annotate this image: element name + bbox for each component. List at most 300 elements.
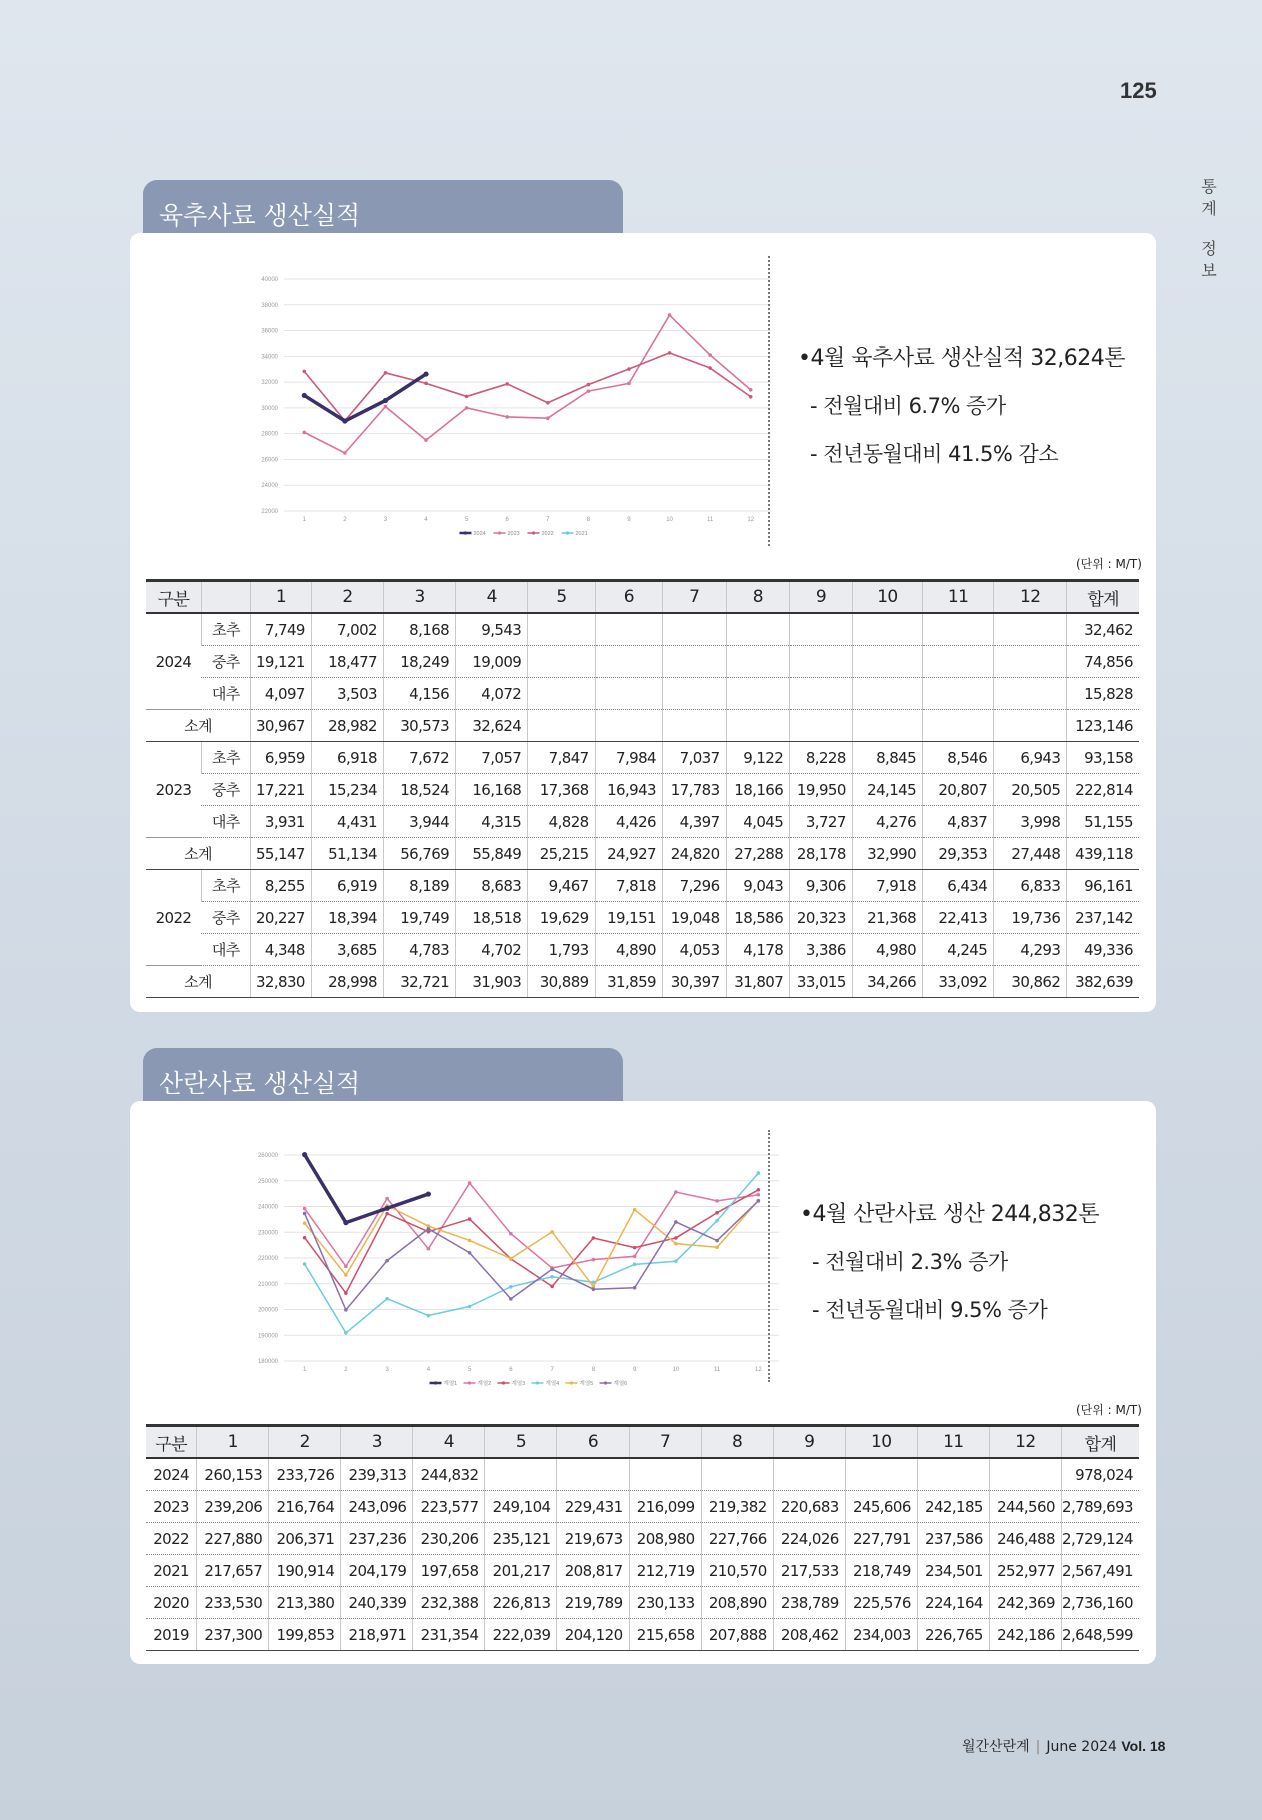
broiler-summary <box>798 341 1125 486</box>
value-cell <box>852 646 922 678</box>
table-header-cell: 9 <box>790 581 853 614</box>
x-tick-label: 5 <box>464 517 469 523</box>
value-cell: 237,236 <box>341 1523 413 1555</box>
data-point <box>587 389 591 393</box>
footer: 월간산란계 | June 2024 Vol. 18 <box>962 1738 1166 1755</box>
value-cell <box>923 613 994 646</box>
subtotal-value-cell: 24,927 <box>595 838 662 870</box>
table-header-cell: 5 <box>528 581 595 614</box>
subtotal-value-cell <box>528 710 595 742</box>
subtotal-value-cell: 32,624 <box>456 710 528 742</box>
year-cell: 2019 <box>146 1619 197 1651</box>
chart-divider <box>768 1130 770 1382</box>
table-header-cell: 합계 <box>1067 581 1139 614</box>
subtotal-value-cell: 24,820 <box>663 838 727 870</box>
y-tick-label: 190000 <box>257 1333 278 1340</box>
total-cell: 93,158 <box>1067 742 1139 774</box>
data-point <box>509 1232 513 1236</box>
data-point <box>757 1193 761 1197</box>
chart-divider <box>768 256 770 546</box>
data-point <box>423 371 428 376</box>
value-cell: 17,368 <box>528 774 595 806</box>
value-cell: 18,518 <box>456 902 528 934</box>
y-tick-label: 210000 <box>257 1281 278 1288</box>
data-point <box>715 1239 719 1243</box>
value-cell: 4,431 <box>311 806 383 838</box>
side-tab-char: 통 <box>1201 177 1217 196</box>
value-cell: 19,151 <box>595 902 662 934</box>
x-tick-label: 4 <box>426 1367 431 1373</box>
subtotal-value-cell: 30,573 <box>384 710 456 742</box>
legend-label: 계열4 <box>545 1381 560 1387</box>
value-cell: 4,045 <box>726 806 790 838</box>
x-tick-label: 11 <box>707 517 714 523</box>
value-cell: 18,524 <box>384 774 456 806</box>
data-point <box>344 1331 348 1335</box>
value-cell: 245,606 <box>845 1491 917 1523</box>
legend-marker <box>536 1381 539 1384</box>
value-cell: 17,221 <box>251 774 312 806</box>
data-point <box>674 1259 678 1263</box>
data-point <box>424 438 428 442</box>
data-point <box>757 1188 761 1192</box>
total-cell: 51,155 <box>1067 806 1139 838</box>
data-point <box>592 1236 596 1240</box>
legend-label: 2022 <box>541 531 554 537</box>
value-cell: 220,683 <box>773 1491 845 1523</box>
data-point <box>627 367 631 371</box>
value-cell: 235,121 <box>485 1523 557 1555</box>
x-tick-label: 10 <box>672 1367 680 1373</box>
legend-marker <box>468 1381 471 1384</box>
value-cell: 230,206 <box>413 1523 485 1555</box>
value-cell <box>726 613 790 646</box>
value-cell: 4,837 <box>923 806 994 838</box>
value-cell: 4,890 <box>595 934 662 966</box>
value-cell <box>726 678 790 710</box>
value-cell <box>726 646 790 678</box>
value-cell: 4,072 <box>456 678 528 710</box>
table-header-cell <box>201 581 250 614</box>
subtotal-value-cell: 55,849 <box>456 838 528 870</box>
x-tick-label: 4 <box>424 517 428 523</box>
data-point <box>303 1207 307 1211</box>
data-point <box>344 1308 348 1312</box>
table-row <box>146 678 1139 710</box>
data-point <box>302 393 307 398</box>
data-point <box>587 383 591 387</box>
subtotal-value-cell: 31,859 <box>595 966 662 998</box>
y-tick-label: 38000 <box>261 302 278 309</box>
x-tick-label: 1 <box>302 1367 307 1373</box>
value-cell <box>994 678 1067 710</box>
data-point <box>465 395 469 399</box>
value-cell: 230,133 <box>629 1587 701 1619</box>
data-point <box>302 431 306 435</box>
value-cell: 7,037 <box>663 742 727 774</box>
value-cell: 243,096 <box>341 1491 413 1523</box>
value-cell: 3,944 <box>384 806 456 838</box>
value-cell: 7,296 <box>663 870 727 902</box>
value-cell: 9,122 <box>726 742 790 774</box>
value-cell: 7,984 <box>595 742 662 774</box>
subtotal-value-cell: 31,903 <box>456 966 528 998</box>
total-cell: 96,161 <box>1067 870 1139 902</box>
value-cell: 224,026 <box>773 1523 845 1555</box>
data-point <box>384 405 388 409</box>
layer-card <box>130 1101 1156 1664</box>
value-cell: 18,394 <box>311 902 383 934</box>
legend-marker <box>532 531 535 534</box>
table-header-cell: 4 <box>456 581 528 614</box>
value-cell: 218,971 <box>341 1619 413 1651</box>
x-tick-label: 6 <box>509 1367 513 1373</box>
subtotal-value-cell: 29,353 <box>923 838 994 870</box>
value-cell: 238,789 <box>773 1587 845 1619</box>
footer-magazine: 월간산란계 <box>962 1739 1030 1755</box>
x-tick-label: 8 <box>586 517 591 523</box>
year-cell: 2023 <box>146 742 201 838</box>
table-row <box>146 902 1139 934</box>
subtotal-value-cell: 28,982 <box>311 710 383 742</box>
value-cell: 24,145 <box>852 774 922 806</box>
subtotal-value-cell <box>852 710 922 742</box>
table-row <box>146 806 1139 838</box>
table-header-cell: 3 <box>341 1426 413 1459</box>
table-header-cell: 7 <box>663 581 727 614</box>
table-row <box>146 613 1139 646</box>
data-point <box>303 1212 307 1216</box>
table-header-cell: 9 <box>773 1426 845 1459</box>
value-cell: 219,382 <box>701 1491 773 1523</box>
data-point <box>509 1297 513 1301</box>
value-cell: 249,104 <box>485 1491 557 1523</box>
value-cell: 244,560 <box>989 1491 1061 1523</box>
value-cell <box>528 678 595 710</box>
value-cell: 15,234 <box>311 774 383 806</box>
side-tab-char: 보 <box>1201 261 1217 280</box>
total-cell: 2,729,124 <box>1061 1523 1139 1555</box>
value-cell: 3,931 <box>251 806 312 838</box>
data-point <box>342 418 347 423</box>
value-cell: 17,783 <box>663 774 727 806</box>
value-cell: 16,943 <box>595 774 662 806</box>
value-cell <box>790 646 853 678</box>
data-point <box>668 313 672 317</box>
legend-marker <box>566 531 569 534</box>
value-cell: 201,217 <box>485 1555 557 1587</box>
value-cell: 215,658 <box>629 1619 701 1651</box>
x-tick-label: 12 <box>747 517 755 523</box>
data-point <box>633 1254 637 1258</box>
value-cell <box>557 1458 629 1491</box>
data-point <box>468 1239 472 1243</box>
value-cell: 242,369 <box>989 1587 1061 1619</box>
x-tick-label: 9 <box>627 517 631 523</box>
year-cell: 2023 <box>146 1491 197 1523</box>
value-cell: 233,726 <box>269 1458 341 1491</box>
value-cell: 19,009 <box>456 646 528 678</box>
total-cell: 978,024 <box>1061 1458 1139 1491</box>
value-cell <box>528 613 595 646</box>
value-cell: 16,168 <box>456 774 528 806</box>
value-cell: 208,462 <box>773 1619 845 1651</box>
table-row <box>146 934 1139 966</box>
value-cell: 227,880 <box>197 1523 269 1555</box>
value-cell: 19,736 <box>994 902 1067 934</box>
table-header-cell: 8 <box>726 581 790 614</box>
value-cell <box>852 613 922 646</box>
series-line <box>305 1155 429 1223</box>
side-tab <box>1198 176 1220 282</box>
x-tick-label: 8 <box>591 1367 596 1373</box>
value-cell: 239,206 <box>197 1491 269 1523</box>
table-header-cell: 11 <box>923 581 994 614</box>
feed-type-cell: 초추 <box>201 742 250 774</box>
subtotal-value-cell: 31,807 <box>726 966 790 998</box>
data-point <box>385 1259 389 1263</box>
value-cell <box>595 678 662 710</box>
value-cell <box>663 613 727 646</box>
year-cell: 2024 <box>146 1458 197 1491</box>
value-cell: 18,477 <box>311 646 383 678</box>
y-tick-label: 240000 <box>257 1204 278 1211</box>
value-cell: 252,977 <box>989 1555 1061 1587</box>
value-cell: 18,586 <box>726 902 790 934</box>
value-cell: 216,764 <box>269 1491 341 1523</box>
value-cell: 217,533 <box>773 1555 845 1587</box>
feed-type-cell: 중추 <box>201 902 250 934</box>
value-cell: 208,817 <box>557 1555 629 1587</box>
series-line <box>304 353 750 421</box>
value-cell: 4,980 <box>852 934 922 966</box>
subtotal-value-cell: 27,288 <box>726 838 790 870</box>
data-point <box>757 1199 761 1203</box>
data-point <box>749 395 753 399</box>
value-cell <box>917 1458 989 1491</box>
value-cell: 225,576 <box>845 1587 917 1619</box>
value-cell: 19,950 <box>790 774 853 806</box>
data-point <box>427 1247 431 1251</box>
value-cell: 3,685 <box>311 934 383 966</box>
subtotal-value-cell: 30,862 <box>994 966 1067 998</box>
data-point <box>509 1257 513 1261</box>
data-point <box>385 1197 389 1201</box>
value-cell: 4,315 <box>456 806 528 838</box>
value-cell: 244,832 <box>413 1458 485 1491</box>
data-point <box>426 1191 431 1196</box>
value-cell: 8,845 <box>852 742 922 774</box>
legend-label: 계열1 <box>443 1381 458 1387</box>
legend-label: 2023 <box>507 531 520 537</box>
value-cell <box>595 646 662 678</box>
subtotal-value-cell: 32,990 <box>852 838 922 870</box>
value-cell: 190,914 <box>269 1555 341 1587</box>
value-cell: 227,791 <box>845 1523 917 1555</box>
value-cell: 6,959 <box>251 742 312 774</box>
layer-line-chart <box>172 1139 852 1439</box>
value-cell: 199,853 <box>269 1619 341 1651</box>
summary-line: - 전월대비 2.3% 증가 <box>812 1250 1008 1274</box>
unit-label: (단위 : M/T) <box>1076 1403 1142 1417</box>
value-cell <box>701 1458 773 1491</box>
value-cell: 7,749 <box>251 613 312 646</box>
value-cell: 7,818 <box>595 870 662 902</box>
table-header-cell: 2 <box>311 581 383 614</box>
data-point <box>385 1206 390 1211</box>
table-header-cell: 6 <box>557 1426 629 1459</box>
data-point <box>592 1287 596 1291</box>
value-cell <box>852 678 922 710</box>
table-header-cell: 11 <box>917 1426 989 1459</box>
feed-type-cell: 중추 <box>201 774 250 806</box>
subtotal-total-cell: 123,146 <box>1067 710 1139 742</box>
value-cell: 21,368 <box>852 902 922 934</box>
subtotal-value-cell <box>790 710 853 742</box>
year-cell: 2022 <box>146 1523 197 1555</box>
value-cell: 8,228 <box>790 742 853 774</box>
subtotal-row <box>146 966 1139 998</box>
data-point <box>715 1219 719 1223</box>
data-point <box>633 1246 637 1250</box>
y-tick-label: 260000 <box>257 1153 278 1159</box>
data-point <box>344 1265 348 1269</box>
value-cell: 246,488 <box>989 1523 1061 1555</box>
y-tick-label: 26000 <box>261 457 278 464</box>
table-header-cell: 12 <box>994 581 1067 614</box>
data-point <box>343 451 347 455</box>
x-tick-label: 3 <box>383 517 388 523</box>
data-point <box>303 1236 307 1240</box>
table-row <box>146 1555 1139 1587</box>
data-point <box>715 1199 719 1203</box>
total-cell: 15,828 <box>1067 678 1139 710</box>
data-point <box>424 382 428 386</box>
value-cell: 237,586 <box>917 1523 989 1555</box>
value-cell: 3,386 <box>790 934 853 966</box>
table-row <box>146 1458 1139 1491</box>
x-tick-label: 5 <box>467 1367 472 1373</box>
total-cell: 74,856 <box>1067 646 1139 678</box>
value-cell: 6,943 <box>994 742 1067 774</box>
value-cell: 20,807 <box>923 774 994 806</box>
value-cell: 4,828 <box>528 806 595 838</box>
legend-marker <box>498 531 501 534</box>
y-tick-label: 220000 <box>257 1256 278 1262</box>
value-cell: 7,847 <box>528 742 595 774</box>
x-tick-label: 11 <box>714 1367 721 1373</box>
value-cell: 7,002 <box>311 613 383 646</box>
data-point <box>592 1258 596 1262</box>
value-cell: 226,765 <box>917 1619 989 1651</box>
subtotal-total-cell: 439,118 <box>1067 838 1139 870</box>
subtotal-value-cell: 55,147 <box>251 838 312 870</box>
data-point <box>550 1275 554 1279</box>
total-cell: 2,736,160 <box>1061 1587 1139 1619</box>
side-tab-char: 계 <box>1201 199 1217 218</box>
table-header-cell: 7 <box>629 1426 701 1459</box>
data-point <box>674 1190 678 1194</box>
page-number: 125 <box>1120 78 1157 103</box>
value-cell: 229,431 <box>557 1491 629 1523</box>
value-cell: 19,749 <box>384 902 456 934</box>
value-cell <box>663 678 727 710</box>
total-cell: 222,814 <box>1067 774 1139 806</box>
data-point <box>468 1181 472 1185</box>
value-cell: 6,833 <box>994 870 1067 902</box>
legend-label: 계열5 <box>579 1381 594 1387</box>
value-cell: 3,727 <box>790 806 853 838</box>
value-cell: 217,657 <box>197 1555 269 1587</box>
broiler-card <box>130 233 1156 1012</box>
data-point <box>674 1236 678 1240</box>
data-point <box>715 1211 719 1215</box>
data-point <box>668 351 672 355</box>
total-cell: 237,142 <box>1067 902 1139 934</box>
subtotal-label: 소계 <box>146 710 251 742</box>
x-tick-label: 1 <box>302 517 306 523</box>
year-cell: 2021 <box>146 1555 197 1587</box>
subtotal-value-cell: 25,215 <box>528 838 595 870</box>
total-cell: 2,648,599 <box>1061 1619 1139 1651</box>
data-point <box>708 366 712 370</box>
data-point <box>633 1208 637 1212</box>
value-cell: 4,702 <box>456 934 528 966</box>
table-header-cell: 구분 <box>146 1426 197 1459</box>
y-tick-label: 40000 <box>261 277 278 283</box>
value-cell: 20,505 <box>994 774 1067 806</box>
layer-table <box>146 1424 1139 1651</box>
subtotal-row <box>146 710 1139 742</box>
table-header-cell: 8 <box>701 1426 773 1459</box>
value-cell: 212,719 <box>629 1555 701 1587</box>
table-header-cell: 2 <box>269 1426 341 1459</box>
data-point <box>715 1245 719 1249</box>
y-tick-label: 24000 <box>261 483 278 490</box>
y-tick-label: 230000 <box>257 1230 278 1237</box>
subtotal-value-cell: 28,998 <box>311 966 383 998</box>
x-tick-label: 6 <box>505 517 509 523</box>
value-cell <box>663 646 727 678</box>
broiler-line-chart <box>172 253 852 573</box>
legend-marker <box>434 1381 437 1384</box>
data-point <box>303 1262 307 1266</box>
value-cell: 4,293 <box>994 934 1067 966</box>
total-cell: 49,336 <box>1067 934 1139 966</box>
value-cell: 7,672 <box>384 742 456 774</box>
value-cell: 8,189 <box>384 870 456 902</box>
legend-marker <box>570 1381 573 1384</box>
value-cell: 207,888 <box>701 1619 773 1651</box>
value-cell: 9,467 <box>528 870 595 902</box>
data-point <box>674 1242 678 1246</box>
value-cell: 213,380 <box>269 1587 341 1619</box>
value-cell: 1,793 <box>528 934 595 966</box>
feed-type-cell: 대추 <box>201 678 250 710</box>
table-row <box>146 774 1139 806</box>
y-tick-label: 32000 <box>261 380 278 387</box>
x-tick-label: 2 <box>343 517 347 523</box>
y-tick-label: 34000 <box>261 354 278 361</box>
x-tick-label: 9 <box>632 1367 637 1373</box>
data-point <box>427 1227 431 1231</box>
value-cell: 19,629 <box>528 902 595 934</box>
value-cell <box>845 1458 917 1491</box>
subtotal-value-cell: 27,448 <box>994 838 1067 870</box>
subtotal-value-cell: 28,178 <box>790 838 853 870</box>
data-point <box>343 1220 348 1225</box>
feed-type-cell: 대추 <box>201 806 250 838</box>
